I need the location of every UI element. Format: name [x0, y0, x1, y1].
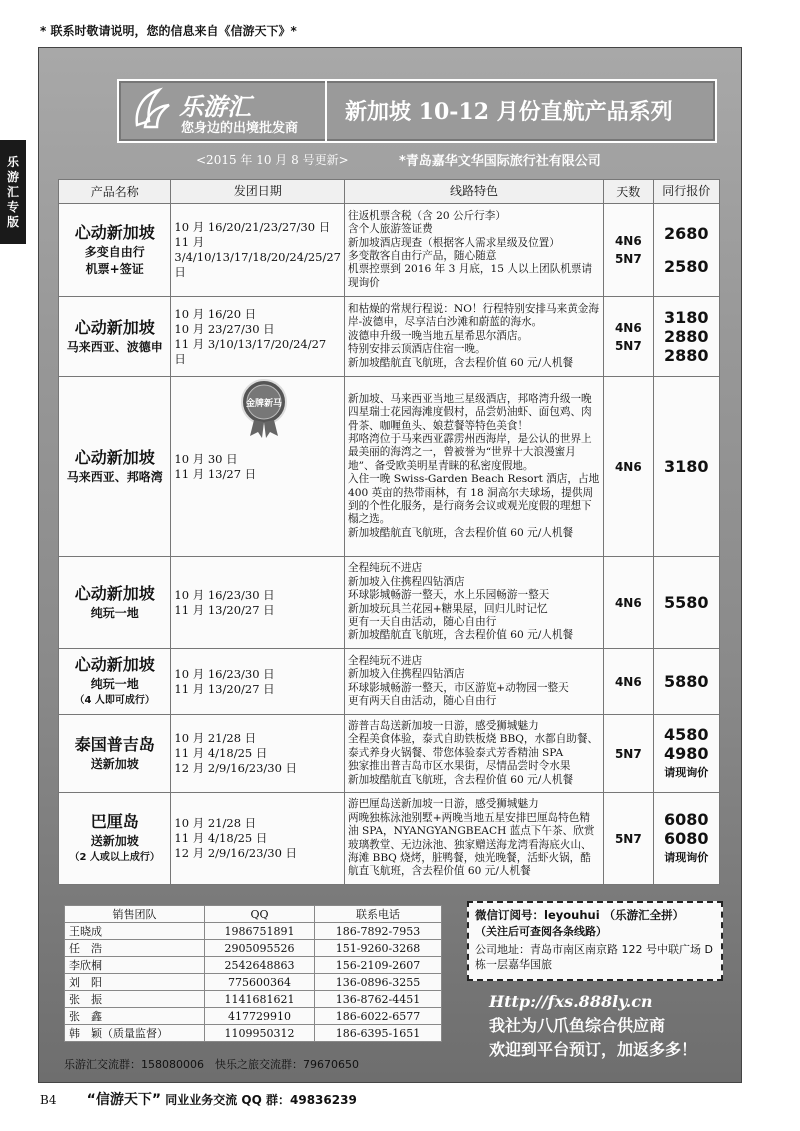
route-features-cell: [344, 377, 603, 557]
header-days: 天数: [604, 180, 653, 204]
product-subtitle: 送新加坡: [90, 834, 139, 848]
staff-phone: 156-2109-2607: [315, 957, 442, 974]
route-line: 新加坡酷航直飞航班，含去程价值 60 元/人机餐: [347, 356, 574, 369]
route-line: 游巴厘岛送新加坡一日游，感受狮城魅力: [347, 798, 539, 811]
days-cell: [604, 557, 653, 649]
header-price: 同行报价: [653, 180, 720, 204]
product-name-cell: [59, 204, 171, 297]
header-route-features: 线路特色: [344, 180, 603, 204]
days-value: 4N6: [614, 459, 642, 474]
route-features-cell: [344, 793, 603, 885]
departure-dates-cell: [171, 649, 345, 715]
route-line: 波德申升级一晚当地五星希思尔酒店。: [347, 329, 529, 342]
product-name-cell: [59, 715, 171, 793]
route-features-cell: [344, 297, 603, 377]
days-cell: [604, 715, 653, 793]
product-subtitle: 机票+签证: [85, 262, 144, 276]
page-title: 新加坡 10-12 月份直航产品系列: [345, 99, 673, 125]
price-value: 5880: [663, 672, 709, 691]
staff-qq: 1141681621: [205, 991, 315, 1008]
table-row: [65, 974, 442, 991]
price-value: 2680: [663, 224, 709, 243]
route-line: 往返机票含税（含 20 公斤行李）: [347, 209, 506, 222]
route-features-cell: [344, 715, 603, 793]
wechat-hint: （关注后可查阅各条线路）: [475, 925, 607, 938]
side-tab-char: 专: [6, 200, 19, 214]
staff-name: 张 鑫: [65, 1008, 205, 1025]
product-name: 心动新加坡: [74, 448, 155, 467]
price-cell: [653, 557, 720, 649]
route-line: 特别安排云顶酒店住宿一晚。: [347, 343, 486, 356]
date-line: 10 月 21/28 日: [174, 731, 257, 745]
table-row: [59, 377, 720, 557]
side-tab-char: 乐: [6, 155, 19, 169]
route-line: 机票控票到 2016 年 3 月底，15 人以上团队机票请现询价: [347, 263, 593, 289]
header-sales-team: 销售团队: [65, 906, 205, 923]
header-departure-dates: 发团日期: [171, 180, 345, 204]
staff-phone: 136-8762-4451: [315, 991, 442, 1008]
product-name: 巴厘岛: [90, 812, 139, 831]
table-row: [59, 649, 720, 715]
days-cell: [604, 297, 653, 377]
wechat-account: 微信订阅号：leyouhui （乐游汇全拼）: [475, 908, 685, 922]
staff-phone: 151-9260-3268: [315, 940, 442, 957]
days-value: 4N6: [614, 674, 642, 689]
route-line: 新加坡酷航直飞航班，含去程价值 60 元/人机餐: [347, 773, 574, 786]
date-line: 10 月 16/23/30 日: [174, 666, 275, 681]
logo-tagline: 您身边的出境批发商: [181, 121, 299, 136]
route-line: 新加坡、马来西亚当地三星级酒店，邦咯湾升级一晚四星瑞士花园海滩度假村，品尝奶油虾、面包鸡、肉骨茶、咖喱鱼头、娘惹餐等特色美食！: [347, 392, 592, 432]
product-subtitle: 送新加坡: [90, 757, 139, 771]
promo-block: [489, 990, 697, 1062]
days-cell: [604, 204, 653, 297]
days-value: 5N7: [614, 831, 642, 846]
side-tab: [0, 140, 26, 244]
route-line: 新加坡入住携程四钻酒店: [347, 575, 465, 588]
staff-name: 任 浩: [65, 940, 205, 957]
product-subtitle: 马来西亚、邦咯湾: [66, 470, 163, 484]
route-line: 新加坡入住携程四钻酒店: [347, 668, 465, 681]
route-line: 新加坡酒店现查（根据客人需求星级及位置）: [347, 236, 560, 249]
date-line: 10 月 16/20/21/23/27/30 日: [174, 220, 331, 234]
product-name: 泰国普吉岛: [74, 735, 155, 754]
departure-dates-cell: [171, 715, 345, 793]
price-cell: [653, 715, 720, 793]
staff-qq: 1986751891: [205, 923, 315, 940]
date-line: 10 月 30 日: [174, 451, 238, 466]
header-banner: [117, 79, 717, 143]
table-row: [65, 991, 442, 1008]
table-row: [65, 957, 442, 974]
website-link[interactable]: Http://fxs.888ly.cn: [489, 992, 653, 1011]
price-value: 6080: [663, 810, 709, 829]
date-line: 11 月 4/18/25 日: [174, 831, 268, 845]
route-line: 更有一天自由活动，随心自由行: [347, 615, 497, 628]
agency-name: *青岛嘉华文华国际旅行社有限公司: [399, 154, 601, 169]
route-line: 新加坡玩具兰花园+糖果屋，回归儿时记忆: [347, 602, 548, 615]
route-line: 更有两天自由活动，随心自由行: [347, 694, 497, 707]
staff-name: 刘 阳: [65, 974, 205, 991]
departure-dates-cell: [171, 793, 345, 885]
days-cell: [604, 377, 653, 557]
product-subtitle: 纯玩一地: [90, 677, 139, 691]
price-value: 6080: [663, 829, 709, 848]
staff-name: 王晓成: [65, 923, 205, 940]
price-cell: [653, 297, 720, 377]
price-cell: [653, 377, 720, 557]
departure-dates-cell: [171, 557, 345, 649]
product-name: 心动新加坡: [74, 584, 155, 603]
product-name-cell: [59, 297, 171, 377]
footer-qq-group: 同业业务交流 QQ 群：49836239: [165, 1093, 357, 1107]
page-footer: [40, 1089, 357, 1109]
table-row: [65, 923, 442, 940]
route-line: 独家推出普吉岛市区水果街，尽情品尝时令水果: [347, 760, 571, 773]
header-product-name: 产品名称: [59, 180, 171, 204]
logo: [119, 81, 327, 141]
date-line: 11 月 3/4/10/13/17/18/20/24/25/27 日: [174, 235, 341, 279]
table-row: [59, 793, 720, 885]
date-line: 12 月 2/9/16/23/30 日: [174, 846, 298, 860]
promo-line: 我社为八爪鱼综合供应商: [489, 1016, 666, 1035]
route-line: 邦咯湾位于马来西亚霹雳州西海岸，是公认的世界上最美丽的海湾之一，曾被誉为“世界十大浪漫蜜月地”、备受欧美明星青睐的私密度假地。: [347, 432, 592, 472]
route-line: 多变散客自由行产品，随心随意: [347, 250, 497, 262]
route-features-cell: [344, 649, 603, 715]
product-name-cell: [59, 649, 171, 715]
price-cell: [653, 649, 720, 715]
table-header-row: [59, 180, 720, 204]
staff-phone: 186-6395-1651: [315, 1025, 442, 1042]
days-value: 4N6: [614, 595, 642, 610]
product-note: （2 人或以上成行）: [69, 852, 160, 863]
staff-qq: 775600364: [205, 974, 315, 991]
route-line: 游普吉岛送新加坡一日游，感受狮城魅力: [347, 719, 539, 732]
table-row: [59, 204, 720, 297]
table-row: [59, 557, 720, 649]
route-line: 环球影城畅游一整天，水上乐园畅游一整天: [347, 589, 550, 602]
route-line: 全程纯玩不进店: [347, 562, 423, 575]
product-name: 心动新加坡: [74, 318, 155, 337]
route-line: 和枯燥的常规行程说：NO！行程特别安排马来黄金海岸-波德申，尽享洁白沙滩和蔚蓝的海水。: [347, 302, 599, 329]
table-header-row: [65, 906, 442, 923]
price-value: 3180: [663, 308, 709, 327]
date-line: 11 月 3/10/13/17/20/24/27 日: [174, 336, 327, 366]
days-value: 5N7: [614, 746, 642, 761]
route-line: 新加坡酷航直飞航班，含去程价值 60 元/人机餐: [347, 526, 574, 539]
date-line: 11 月 13/20/27 日: [174, 602, 275, 617]
company-address: 公司地址：青岛市南区南京路 122 号中联广场 D 栋一层嘉华国旅: [475, 943, 713, 971]
side-tab-char: 版: [6, 215, 19, 229]
price-value: 2580: [663, 257, 709, 276]
route-line: 全程美食体验，泰式自助铁板烧 BBQ，水都自助餐、泰式养身火锅餐、带您体验泰式芳香精油 SPA: [347, 733, 599, 759]
date-line: 11 月 13/20/27 日: [174, 681, 275, 696]
product-subtitle: 纯玩一地: [90, 606, 139, 620]
header-phone: 联系电话: [315, 906, 442, 923]
table-row: [65, 1025, 442, 1042]
staff-phone: 186-6022-6577: [315, 1008, 442, 1025]
table-row: [65, 1008, 442, 1025]
days-value: 4N6: [614, 320, 642, 335]
gold-medal-badge: [238, 378, 290, 438]
product-subtitle: 马来西亚、波德申: [66, 340, 163, 354]
price-cell: [653, 204, 720, 297]
days-cell: [604, 793, 653, 885]
departure-dates-cell: [171, 297, 345, 377]
butterfly-logo-icon: [133, 87, 173, 131]
side-tab-char: 游: [6, 170, 19, 184]
route-line: 环球影城畅游一整天，市区游览+动物园一整天: [347, 681, 569, 694]
days-value: 5N7: [614, 338, 642, 353]
logo-name: 乐游汇: [179, 93, 251, 121]
price-note: 请现询价: [664, 766, 709, 779]
days-value: 5N7: [614, 252, 642, 266]
product-name-cell: [59, 793, 171, 885]
price-cell: [653, 793, 720, 885]
staff-qq: 2542648863: [205, 957, 315, 974]
staff-phone: 136-0896-3255: [315, 974, 442, 991]
top-note: * 联系时敬请说明，您的信息来自《信游天下》*: [40, 24, 297, 38]
staff-qq: 417729910: [205, 1008, 315, 1025]
table-row: [65, 940, 442, 957]
page-number: B4: [40, 1093, 57, 1107]
date-line: 11 月 13/27 日: [174, 466, 257, 481]
product-table: [58, 179, 720, 885]
staff-name: 张 振: [65, 991, 205, 1008]
staff-name: 韩 颖（质量监督）: [65, 1025, 205, 1042]
side-tab-char: 汇: [6, 185, 19, 199]
price-value: 4980: [663, 744, 709, 763]
date-line: 10 月 23/27/30 日: [174, 321, 275, 336]
price-value: 4580: [663, 725, 709, 744]
date-line: 12 月 2/9/16/23/30 日: [174, 761, 298, 775]
promo-line: 欢迎到平台预订，加返多多！: [489, 1040, 698, 1059]
date-line: 11 月 4/18/25 日: [174, 746, 268, 760]
route-features-cell: [344, 204, 603, 297]
product-name-cell: [59, 557, 171, 649]
route-line: 全程纯玩不进店: [347, 654, 423, 667]
route-line: 入住一晚 Swiss-Garden Beach Resort 酒店，占地 400 英亩的热带雨林，有 18 洞高尔夫球场，提供周到的个性化服务，是行商务会议或观光度假的理想下榻之选。: [347, 473, 600, 526]
days-value: 4N6: [614, 234, 642, 248]
product-note: （4 人即可成行）: [74, 695, 155, 706]
table-row: [59, 297, 720, 377]
days-cell: [604, 649, 653, 715]
price-value: 5580: [663, 593, 709, 612]
route-line: 新加坡酷航直飞航班，含去程价值 60 元/人机餐: [347, 629, 574, 642]
staff-name: 李欣桐: [65, 957, 205, 974]
price-value: 2880: [663, 346, 709, 365]
product-name-cell: [59, 377, 171, 557]
staff-qq: 1109950312: [205, 1025, 315, 1042]
wechat-box: [467, 901, 723, 981]
badge-label: 金牌新马: [245, 399, 283, 409]
staff-phone: 186-7892-7953: [315, 923, 442, 940]
sales-team-table: [64, 905, 442, 1042]
price-note: 请现询价: [664, 851, 709, 864]
date-line: 10 月 16/20 日: [174, 306, 257, 321]
departure-dates-cell: [171, 204, 345, 297]
update-date: <2015 年 10 月 8 号更新>: [196, 153, 349, 167]
product-subtitle: 多变自由行: [84, 245, 145, 259]
product-name: 心动新加坡: [74, 223, 155, 242]
price-value: 3180: [663, 457, 709, 476]
date-line: 10 月 21/28 日: [174, 816, 257, 830]
staff-qq: 2905095526: [205, 940, 315, 957]
price-value: 2880: [663, 327, 709, 346]
content-frame: [38, 47, 742, 1083]
product-name: 心动新加坡: [74, 655, 155, 674]
table-row: [59, 715, 720, 793]
date-line: 10 月 16/23/30 日: [174, 587, 275, 602]
route-features-cell: [344, 557, 603, 649]
header-qq: QQ: [205, 906, 315, 923]
footer-slogan: “信游天下”: [86, 1092, 162, 1108]
chat-groups: 乐游汇交流群：158080006 快乐之旅交流群：79670650: [64, 1058, 359, 1071]
route-line: 两晚独栋泳池别墅+两晚当地五星安排巴厘岛特色精油 SPA，NYANGYANGBEACH 蓝点下午茶、欣赏玻璃教堂、无边泳池、独家赠送海龙湾看海底火山、海滩 BBQ 烧烤，脏鸭餐，烛光晚餐，活虾火锅，酷航直飞航班，含去程价值 60 元/人机餐: [347, 811, 595, 878]
route-line: 含个人旅游签证费: [347, 223, 433, 236]
